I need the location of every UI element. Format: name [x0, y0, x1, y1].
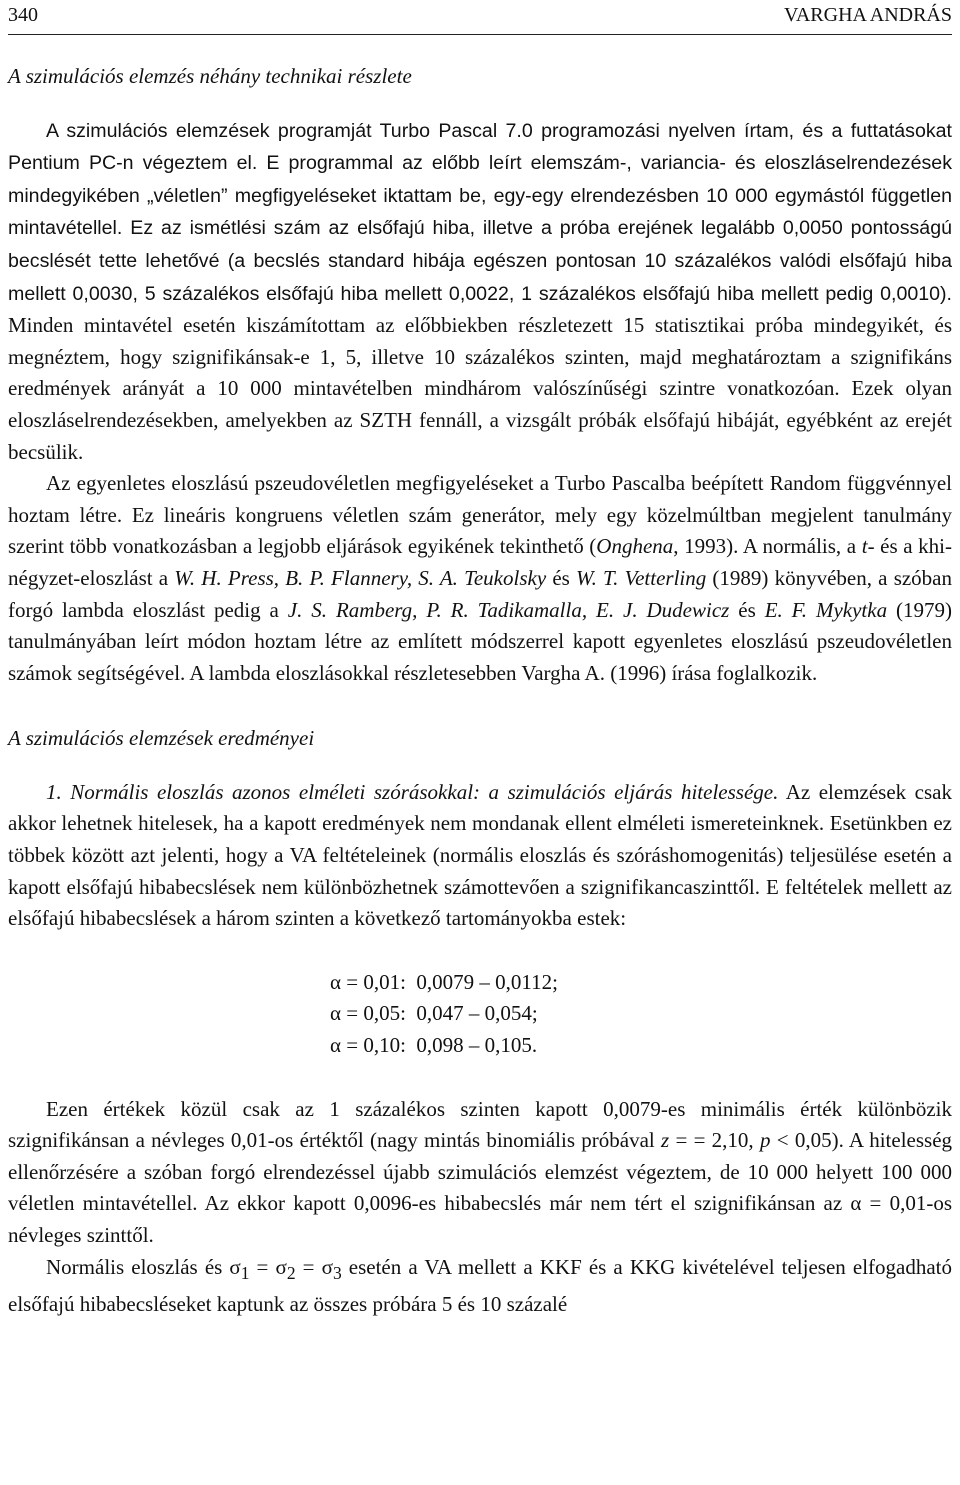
paragraph-normal-equal-sd — [8, 777, 952, 935]
variable-t: t — [861, 534, 868, 559]
paragraph-text-part: Minden mintavétel esetén kiszámítottam az előbbiekben részletezett 15 statisztikai próba mindegyikét, és megnéztem, hogy szignifikánsak-e 1, 5, illetve 10 százalékos szinten, majd meghatároztam a szignifikáns eredmények arányát a 10 000 mintavételben mindhárom valószínűségi szintre vonatkozóan. Ezek olyan eloszláselrendezésekben, amelyekben az SZTH fennáll, a vizsgált próbák elsőfajú hibáját, egyébként az erejét becsülik. — [8, 313, 952, 464]
error-range-list — [330, 967, 952, 1062]
variable-z: z — [661, 1128, 670, 1153]
page-number: 340 — [8, 4, 38, 26]
text-run: < 0,05). A hitelesség ellenőrzésére a szóban forgó elrendezéssel újabb szimulációs elemzést végeztem, de 10 000 helyett 100 000 véletlen mintavétellel. Az ekkor kapott 0,0096-es hibabecslés már nem tért el szignifikánsan az α = 0,01-os névleges szinttől. — [8, 1128, 953, 1247]
paragraph-simulation-program — [8, 115, 952, 469]
running-author: VARGHA ANDRÁS — [783, 4, 952, 26]
paragraph-text-part: Ez az ismétlési szám az elsőfajú hiba, illetve a próba erejének legalább 0,0050 pontosságú becslését tette lehetővé (a becslés standard hibája egészen pontosan 10 százalékos valódi elsőfajú hiba mellett 0,0030, 5 százalékos elsőfajú hiba mellett 0,0022, 1 százalékos elsőfajú hiba mellett pedig 0,0010). — [8, 217, 952, 305]
paragraph-text-part: A szimulációs elemzések programját Turbo Pascal 7.0 programozási nyelven írtam, és a futtatásokat Pentium PC-n végeztem el. E programmal az előbb leírt elemszám-, variancia- és eloszláselrendezések mindegyikében „véletlen” megfigyeléseket iktattam be, egy-egy elrendezésben 10 000 egymástól független mintavétellel. — [8, 119, 952, 240]
text-run: Ezen értékek közül csak az 1 százalékos szinten kapott 0,0079-es minimális érték különbözik szignifikánsan a névleges 0,01-os értéktől (nagy mintás binomiális próbával — [8, 1096, 952, 1153]
running-header — [8, 0, 952, 35]
text-run: Az egyenletes eloszlású pszeudovéletlen megfigyeléseket a Turbo Pascalba beépített Random függvénnyel hoztam létre. Ez lineáris kongruens véletlen szám generátor, mely egy közelmúltban megjelent tanulmány szerint több vonatkozásban a legjobb eljárások egyikének tekinthető ( — [8, 471, 952, 559]
subscript: 3 — [332, 1262, 342, 1283]
citation-authors: W. H. Press, B. P. Flannery, S. A. Teukolsky — [174, 565, 547, 590]
subsection-heading: 1. Normális eloszlás azonos elméleti szórásokkal: a szimulációs eljárás hitelessége. — [46, 779, 779, 804]
citation-authors: J. S. Ramberg, P. R. Tadikamalla, E. J. Dudewicz — [287, 597, 730, 622]
text-run: = σ — [295, 1254, 333, 1279]
error-range-alpha-005: α = 0,05: 0,047 – 0,054; — [330, 1001, 538, 1026]
paragraph-normal-distribution-results — [8, 1252, 952, 1321]
text-run: , 1993). A normális, a — [673, 534, 862, 559]
citation-author: E. F. Mykytka — [764, 597, 888, 622]
text-run: Az elemzések csak akkor lehetnek hitelesek, ha a kapott eredmények nem mondanak ellent elméleti ismereteinknek. Esetünkben ez többek között azt jelenti, hogy a VA feltételeinek (normális eloszlás és szóráshomogenitás) teljesülése esetén a kapott elsőfajú hibabecslések nem különbözhetnek számottevően a szignifikancaszinttől. E feltételek mellett az elsőfajú hibabecslések a három szinten a következő tartományokba estek: — [8, 779, 952, 931]
section-heading-technical-details: A szimulációs elemzés néhány technikai részlete — [8, 64, 412, 88]
text-run: - és a khi-négyzet-eloszlást a — [8, 534, 953, 590]
text-run: Normális eloszlás és σ — [46, 1254, 241, 1279]
citation-author: W. T. Vetterling — [576, 565, 707, 590]
subscript: 2 — [286, 1262, 296, 1283]
text-run: = = 2,10, — [669, 1128, 760, 1153]
variable-p: p — [759, 1128, 771, 1153]
error-range-alpha-001: α = 0,01: 0,0079 – 0,0112; — [330, 969, 558, 994]
paragraph-random-generator — [8, 468, 952, 689]
subscript: 1 — [240, 1262, 250, 1283]
text-run: (1979) tanulmányában leírt módon hoztam létre az említett módszerrel kapott egyenletes eloszlású pszeudovéletlen számok segítségével. A lambda eloszlásokkal részletesebben Vargha A. (1996) írása foglalkozik. — [8, 597, 952, 685]
error-range-alpha-010: α = 0,10: 0,098 – 0,105. — [330, 1033, 538, 1058]
text-run: = σ — [249, 1254, 287, 1279]
text-run: esetén a VA mellett a KKF és a KKG kivételével teljesen elfogadható elsőfajú hibabecsléseket kaptunk az összes próbára 5 és 10 százalé — [8, 1254, 952, 1317]
section-heading-results: A szimulációs elemzések eredményei — [8, 726, 315, 751]
citation-author: Onghena — [596, 534, 674, 559]
paragraph-significance-check — [8, 1094, 952, 1252]
text-run: (1989) könyvében, a szóban forgó lambda eloszlást pedig a — [8, 565, 953, 622]
text-run: és — [729, 597, 765, 622]
text-run: és — [546, 565, 577, 590]
